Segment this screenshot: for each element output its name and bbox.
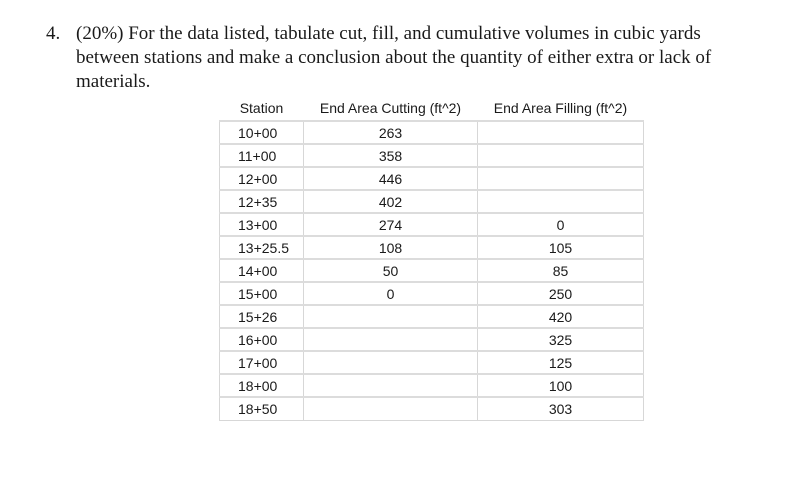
cut-area-cell (304, 328, 478, 351)
station-cell: 16+00 (220, 328, 304, 351)
fill-area-cell: 250 (478, 282, 644, 305)
table-row (220, 167, 644, 190)
station-cell: 13+25.5 (220, 236, 304, 259)
station-cell: 10+00 (220, 121, 304, 144)
cut-area-cell (304, 397, 478, 420)
fill-area-cell: 303 (478, 397, 644, 420)
table-row (220, 213, 644, 236)
cut-area-cell: 263 (304, 121, 478, 144)
station-cell: 12+35 (220, 190, 304, 213)
fill-area-cell: 420 (478, 305, 644, 328)
station-cell: 12+00 (220, 167, 304, 190)
header-end-area-filling: End Area Filling (ft^2) (493, 100, 628, 116)
header-end-area-cutting: End Area Cutting (ft^2) (319, 100, 462, 116)
station-cell: 13+00 (220, 213, 304, 236)
cut-area-cell: 50 (304, 259, 478, 282)
table-row (220, 328, 644, 351)
station-cell: 15+26 (220, 305, 304, 328)
table-header-row (220, 96, 644, 121)
table-row (220, 282, 644, 305)
station-cell: 15+00 (220, 282, 304, 305)
header-station: Station (239, 100, 284, 116)
table-row (220, 305, 644, 328)
cut-area-cell (304, 305, 478, 328)
question-number: 4. (46, 23, 61, 44)
fill-area-cell: 85 (478, 259, 644, 282)
station-cell: 14+00 (220, 259, 304, 282)
cut-area-cell: 358 (304, 144, 478, 167)
station-cell: 18+50 (220, 397, 304, 420)
cut-area-cell (304, 374, 478, 397)
table-row (220, 144, 644, 167)
table-row (220, 374, 644, 397)
question (46, 22, 766, 94)
cut-area-cell: 446 (304, 167, 478, 190)
fill-area-cell: 125 (478, 351, 644, 374)
table-row (220, 190, 644, 213)
table-row (220, 236, 644, 259)
table-body (220, 121, 644, 420)
fill-area-cell (478, 190, 644, 213)
fill-area-cell: 325 (478, 328, 644, 351)
cut-area-cell: 0 (304, 282, 478, 305)
station-cell: 18+00 (220, 374, 304, 397)
fill-area-cell: 100 (478, 374, 644, 397)
fill-area-cell: 105 (478, 236, 644, 259)
earthwork-table (219, 96, 644, 421)
table-row (220, 259, 644, 282)
question-text: (20%) For the data listed, tabulate cut, fill, and cumulative volumes in cubic yards between stations and make a conclusion about the quantity of either extra or lack of materials. (76, 23, 712, 92)
fill-area-cell (478, 167, 644, 190)
table-row (220, 351, 644, 374)
fill-area-cell: 0 (478, 213, 644, 236)
cut-area-cell (304, 351, 478, 374)
station-cell: 11+00 (220, 144, 304, 167)
cut-area-cell: 402 (304, 190, 478, 213)
fill-area-cell (478, 144, 644, 167)
table-row (220, 397, 644, 420)
table-row (220, 121, 644, 144)
fill-area-cell (478, 121, 644, 144)
cut-area-cell: 108 (304, 236, 478, 259)
station-cell: 17+00 (220, 351, 304, 374)
cut-area-cell: 274 (304, 213, 478, 236)
